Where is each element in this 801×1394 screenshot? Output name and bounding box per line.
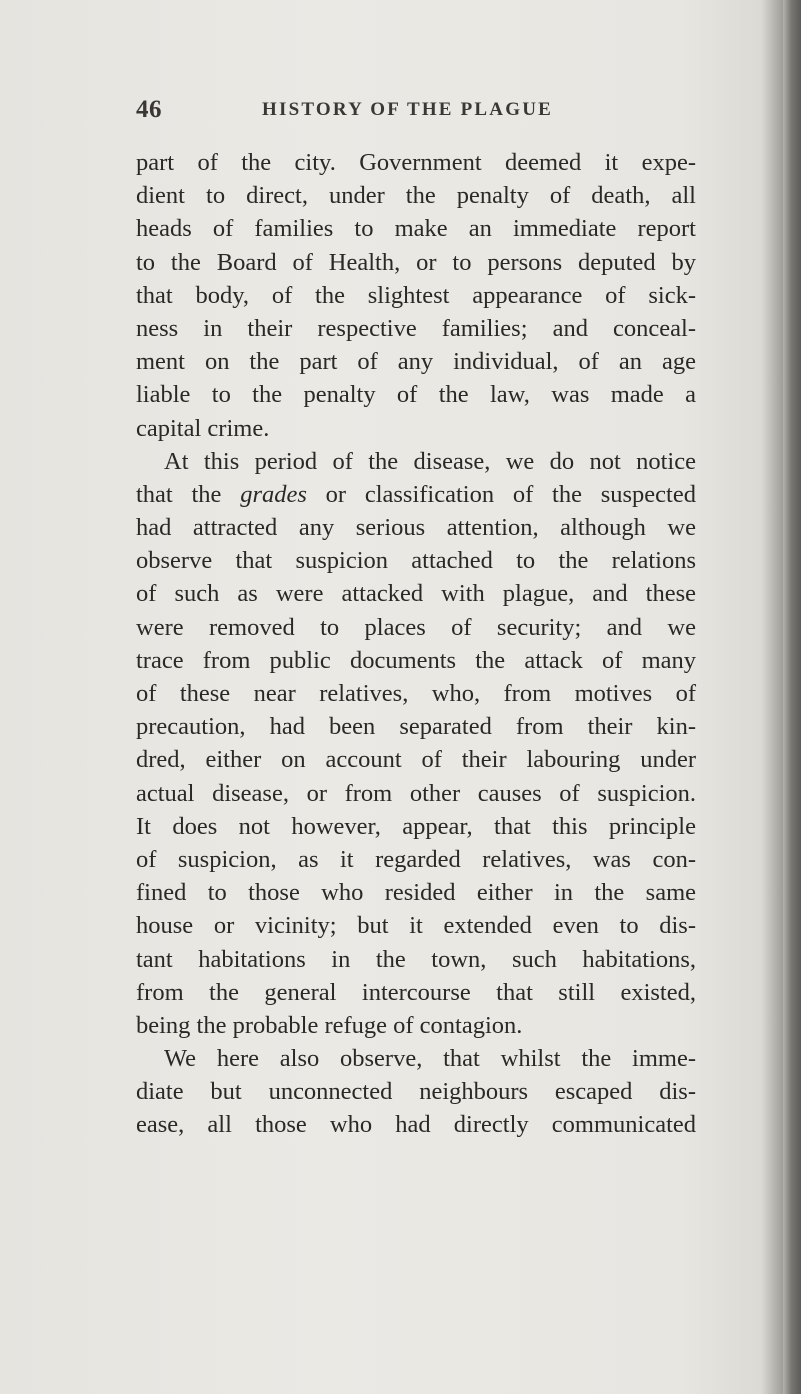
text-line: of suspicion, as it regarded relatives, was con- — [136, 845, 696, 873]
text-line: were removed to places of security; and we — [136, 613, 696, 641]
text-line: capital crime. — [136, 414, 270, 442]
text-line: house or vicinity; but it extended even to dis- — [136, 912, 696, 940]
running-head-title: HISTORY OF THE PLAGUE — [262, 99, 554, 120]
text-line: tant habitations in the town, such habitations, — [136, 945, 696, 973]
text-line: of such as were attacked with plague, and these — [136, 580, 696, 608]
text-line: We here also observe, that whilst the imme- — [164, 1045, 696, 1073]
text-line: ment on the part of any individual, of an age — [136, 348, 696, 376]
text-line: liable to the penalty of the law, was made a — [136, 381, 696, 409]
text-line: precaution, had been separated from their kin- — [136, 713, 696, 741]
page-number: 46 — [136, 96, 162, 123]
text-line: from the general intercourse that still existed, — [136, 978, 696, 1006]
italic-term: grades — [240, 480, 307, 508]
text-line: ease, all those who had directly communicated — [136, 1111, 696, 1139]
text-fragment: or classification of the suspected — [306, 480, 696, 508]
text-line: actual disease, or from other causes of suspicion. — [136, 779, 696, 807]
text-line: trace from public documents the attack of many — [136, 646, 696, 674]
text-line: At this period of the disease, we do not notice — [164, 447, 696, 475]
text-line: observe that suspicion attached to the relations — [136, 547, 696, 575]
text-line: dient to direct, under the penalty of death, all — [136, 182, 696, 210]
text-line: of these near relatives, who, from motives of — [136, 680, 696, 707]
text-line: being the probable refuge of contagion. — [136, 1011, 523, 1039]
text-line: dred, either on account of their labouring under — [136, 746, 696, 774]
text-line: to the Board of Health, or to persons deputed by — [136, 248, 696, 276]
text-line: It does not however, appear, that this principle — [136, 812, 696, 840]
body-text — [136, 146, 696, 1142]
text-line: heads of families to make an immediate report — [136, 215, 696, 243]
text-line: diate but unconnected neighbours escaped dis- — [136, 1078, 696, 1106]
text-line: that body, of the slightest appearance of sick- — [136, 281, 696, 309]
text-fragment: that the — [136, 480, 241, 508]
page-edge-shadow — [783, 0, 801, 1394]
text-line: ness in their respective families; and conceal- — [136, 314, 696, 342]
text-line-with-italic — [136, 478, 696, 511]
running-head — [136, 96, 696, 126]
text-line: had attracted any serious attention, although we — [136, 514, 696, 542]
text-line: fined to those who resided either in the same — [136, 879, 696, 907]
text-line: part of the city. Government deemed it expe- — [136, 149, 696, 176]
